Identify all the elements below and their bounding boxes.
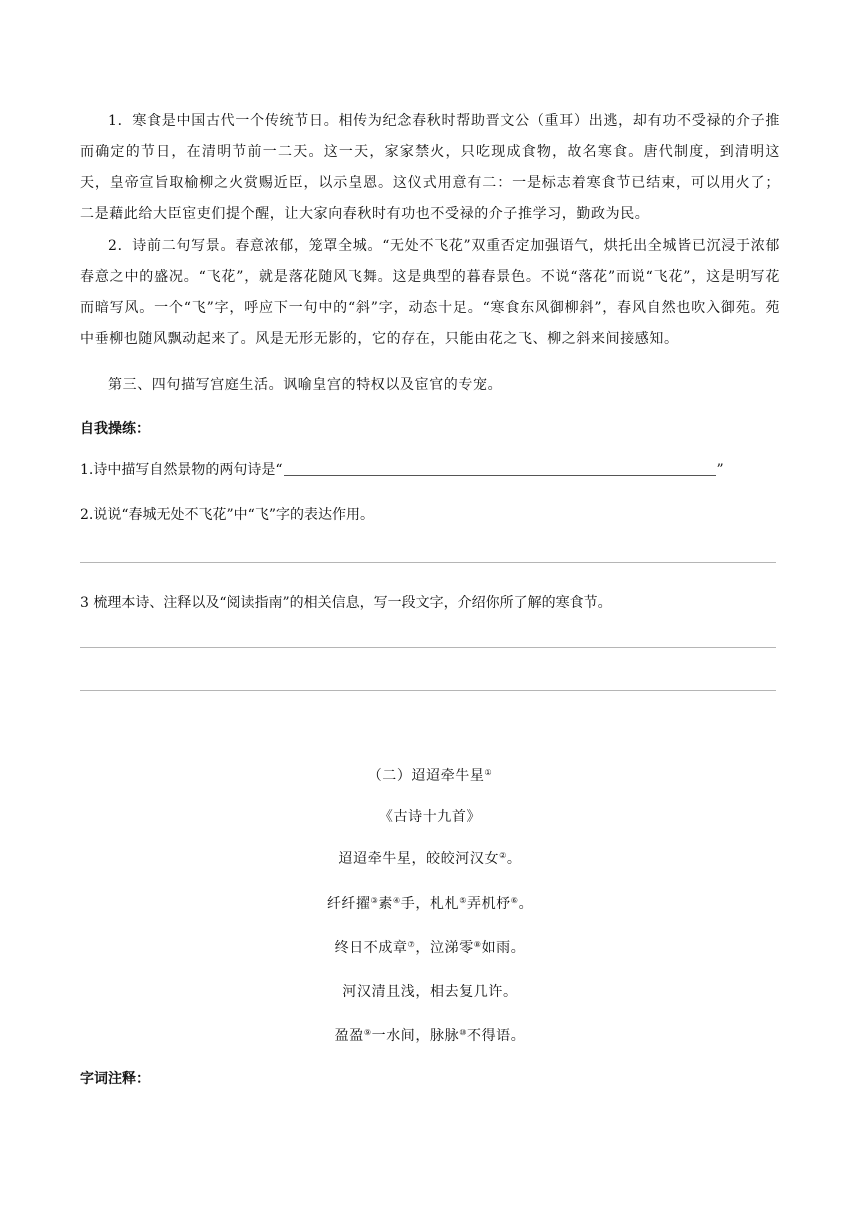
question-1-prefix: 1.诗中描写自然景物的两句诗是“ — [80, 462, 283, 478]
answer-blank-1[interactable] — [284, 461, 716, 476]
question-2: 2.说说“春城无处不飞花”中“飞”字的表达作用。 — [80, 507, 374, 523]
poem-text: 。 — [506, 851, 522, 867]
poem-text: 手，札札 — [400, 896, 460, 912]
footnote-marker: ⑦ — [407, 940, 416, 949]
question-3: 3 梳理本诗、注释以及“阅读指南”的相关信息，写一段文字，介绍你所了解的寒食节。 — [80, 595, 612, 611]
poem-title-text: （二）迢迢牵牛星 — [367, 768, 485, 784]
poem-line-4: 河汉清且浅，相去复几许。 — [342, 984, 518, 1000]
exercise-heading: 自我操练： — [80, 421, 150, 437]
poem-text: ，泣涕零 — [415, 940, 474, 956]
answer-line-2[interactable] — [80, 562, 776, 563]
footnote-marker: ⑧ — [473, 940, 482, 949]
poem-text: 迢迢牵牛星，皎皎河汉女 — [338, 851, 500, 867]
poem-line-3 — [0, 937, 860, 957]
poem-title — [0, 765, 860, 785]
poem-source: 《古诗十九首》 — [378, 809, 482, 825]
poem-line-1 — [0, 848, 860, 868]
poem-text: 终日不成章 — [334, 940, 408, 956]
poem-text: 如雨。 — [481, 940, 526, 956]
question-1 — [80, 459, 724, 479]
explanation-paragraph-3: 第三、四句描写宫庭生活。讽喻皇宫的特权以及宦官的专宠。 — [108, 377, 503, 393]
poem-text: 。 — [518, 896, 534, 912]
question-1-suffix: ” — [716, 462, 724, 478]
footnote-marker: ⑩ — [459, 1028, 467, 1037]
poem-line-2 — [0, 893, 860, 913]
answer-line-3b[interactable] — [80, 690, 776, 691]
poem-line-5 — [0, 1025, 860, 1045]
footnote-marker: ① — [484, 768, 493, 777]
explanation-paragraph-1: 1．寒食是中国古代一个传统节日。相传为纪念春秋时帮助晋文公（重耳）出逃，却有功不受禄的介子推而确定的节日，在清明节前一二天。这一天，家家禁火，只吃现成食物，故名寒食。唐代制度，到清明这天，皇帝宣旨取榆柳之火赏赐近臣，以示皇恩。这仪式用意有二：一是标志着寒食节已结束，可以用火了；二是藉此给大臣宦吏们提个醒，让大家向春秋时有功也不受禄的介子推学习，勤政为民。 — [80, 113, 780, 222]
footnote-marker: ⑥ — [510, 896, 519, 905]
poem-text: 一水间，脉脉 — [371, 1028, 460, 1044]
footnote-marker: ③ — [370, 896, 379, 905]
poem-text: 素 — [378, 896, 394, 912]
poem-text: 纤纤擢 — [326, 896, 371, 912]
footnote-marker: ⑨ — [363, 1028, 372, 1037]
explanation-paragraph-2: 2．诗前二句写景。春意浓郁，笼罩全城。“无处不飞花”双重否定加强语气，烘托出全城皆已沉浸于浓郁春意之中的盛况。“飞花”，就是落花随风飞舞。这是典型的暮春景色。不说“落花”而说“飞花”，这是明写花而暗写风。一个“飞”字，呼应下一句中的“斜”字，动态十足。“寒食东风御柳斜”，春风自然也吹入御苑。苑中垂柳也随风飘动起来了。风是无形无影的，它的存在，只能由花之飞、柳之斜来间接感知。 — [80, 238, 780, 347]
footnote-marker: ⑤ — [459, 896, 467, 905]
footnote-marker: ④ — [393, 896, 401, 905]
poem-text: 不得语。 — [466, 1028, 526, 1044]
answer-line-3a[interactable] — [80, 647, 776, 648]
poem-text: 弄机杼 — [466, 896, 511, 912]
poem-text: 盈盈 — [334, 1028, 364, 1044]
notes-heading: 字词注释： — [80, 1071, 150, 1087]
footnote-marker: ② — [499, 851, 507, 860]
